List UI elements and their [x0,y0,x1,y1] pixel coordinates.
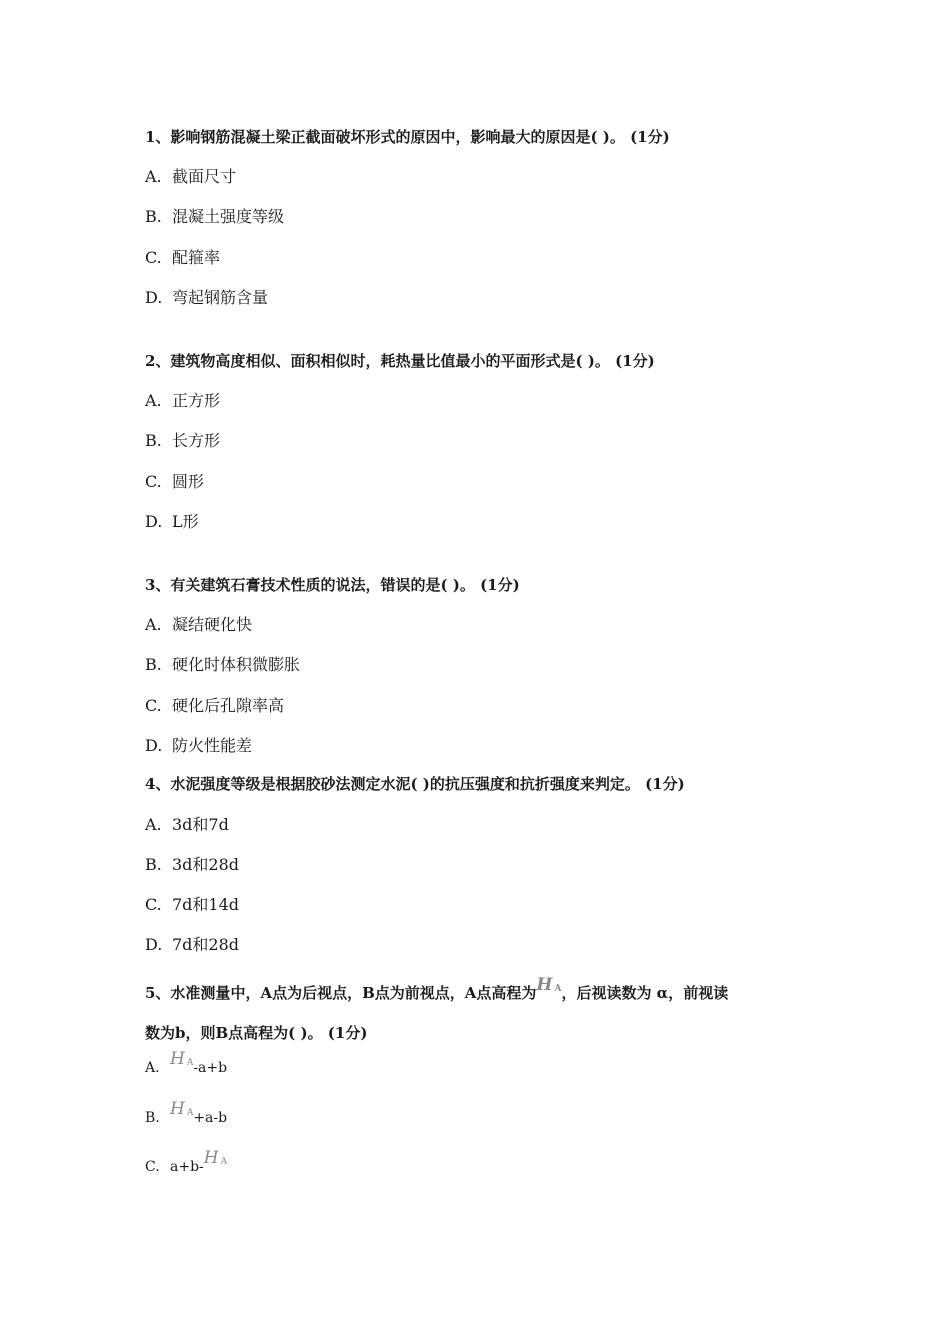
math-symbol: H [170,1099,185,1119]
option-letter: C. [145,472,162,491]
option-letter: B. [145,1110,160,1126]
question-2-option-a[interactable] [145,389,220,413]
math-symbol: H [170,1049,185,1069]
option-text: 凝结硬化快 [172,615,253,634]
h-a-formula [536,975,561,995]
h-a-formula [170,1099,193,1119]
question-5-option-b[interactable] [145,1099,228,1133]
option-text: 7d和28d [172,935,240,954]
option-letter: A. [145,1060,160,1076]
option-letter: B. [145,655,162,674]
option-letter: B. [145,207,162,226]
math-symbol: H [536,975,553,995]
question-4-option-d[interactable] [145,933,239,957]
question-5-option-a[interactable] [145,1049,228,1083]
option-letter: A. [145,167,162,186]
option-letter: B. [145,855,162,874]
option-suffix: -a+b [193,1060,228,1076]
option-text: 防火性能差 [172,736,253,755]
question-2-stem: 2、建筑物高度相似、面积相似时，耗热量比值最小的平面形式是( )。 (1分) [145,352,655,370]
question-4-option-c[interactable] [145,893,239,917]
question-3-option-a[interactable] [145,613,252,637]
option-text: 长方形 [172,431,221,450]
option-text: L形 [172,512,199,531]
option-text: 硬化时体积微膨胀 [172,655,301,674]
option-text: 弯起钢筋含量 [172,288,269,307]
question-2-option-b[interactable] [145,429,220,453]
h-a-formula [170,1049,193,1069]
h-a-formula [204,1148,227,1168]
question-4-stem: 4、水泥强度等级是根据胶砂法测定水泥( )的抗压强度和抗折强度来判定。 (1分) [145,775,685,793]
option-text: 正方形 [172,391,221,410]
option-text: 硬化后孔隙率高 [172,696,285,715]
question-3-stem: 3、有关建筑石膏技术性质的说法，错误的是( )。 (1分) [145,576,520,594]
option-letter: A. [145,391,162,410]
option-text: 配箍率 [172,248,221,267]
question-1-stem: 1、影响钢筋混凝土梁正截面破坏形式的原因中，影响最大的原因是( )。 (1分) [145,128,670,146]
option-letter: D. [145,935,163,954]
option-letter: D. [145,512,163,531]
option-letter: C. [145,696,162,715]
option-letter: D. [145,736,163,755]
question-1-option-b[interactable] [145,205,284,229]
option-text: 7d和14d [172,895,240,914]
question-1-option-d[interactable] [145,286,268,310]
stem-text: ，后视读数为 α，前视读 [561,984,729,1002]
math-subscript: A [554,984,562,994]
question-1-option-c[interactable] [145,246,220,270]
question-1-option-a[interactable] [145,165,236,189]
question-3-option-c[interactable] [145,694,284,718]
question-2-option-d[interactable] [145,510,199,534]
math-subscript: A [220,1157,228,1167]
option-text: 截面尺寸 [172,167,237,186]
math-subscript: A [186,1058,194,1068]
question-2-option-c[interactable] [145,470,204,494]
option-letter: B. [145,431,162,450]
option-prefix: a+b- [170,1159,204,1175]
question-5-option-c[interactable] [145,1148,228,1182]
math-symbol: H [203,1148,219,1168]
option-letter: C. [145,895,162,914]
option-suffix: +a-b [193,1110,228,1126]
option-letter: A. [145,615,162,634]
question-5-stem-line-1 [145,975,729,1009]
question-4-option-b[interactable] [145,853,239,877]
option-letter: C. [145,248,162,267]
option-letter: D. [145,288,163,307]
question-5-stem-line-2: 数为b，则B点高程为( )。 (1分) [145,1024,368,1042]
option-text: 混凝土强度等级 [172,207,285,226]
option-text: 3d和28d [172,855,240,874]
option-text: 3d和7d [172,815,229,834]
question-3-option-d[interactable] [145,734,252,758]
option-letter: A. [145,815,162,834]
option-letter: C. [145,1159,160,1175]
option-text: 圆形 [172,472,205,491]
math-subscript: A [186,1108,194,1118]
question-4-option-a[interactable] [145,813,229,837]
question-3-option-b[interactable] [145,653,300,677]
stem-text: 5、水准测量中，A点为后视点，B点为前视点，A点高程为 [145,984,537,1002]
